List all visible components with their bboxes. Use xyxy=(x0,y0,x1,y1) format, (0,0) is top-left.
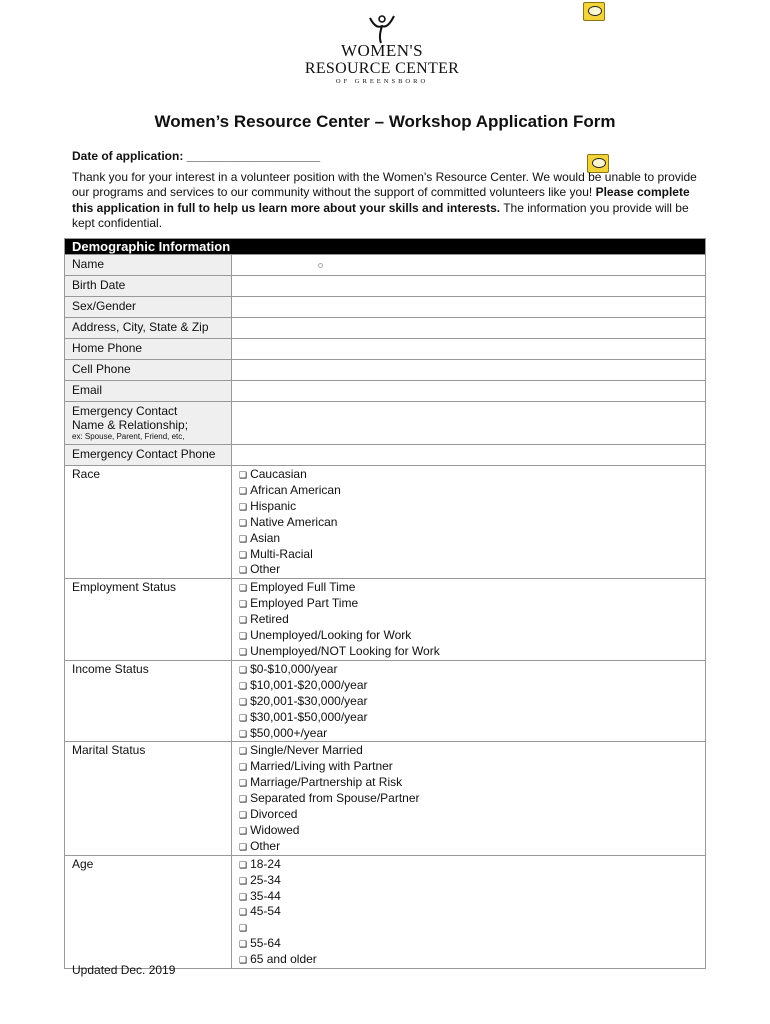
checkbox-label: Asian xyxy=(250,530,281,545)
checkbox-label: Unemployed/Looking for Work xyxy=(250,628,412,643)
checkbox-option[interactable] xyxy=(239,678,705,694)
checkbox-icon[interactable]: ❑ xyxy=(239,533,248,544)
checkbox-icon[interactable]: ❑ xyxy=(239,712,248,723)
logo-text-womens: WOMEN'S xyxy=(340,41,424,60)
age-options xyxy=(232,855,706,968)
field-label-sex-gender: Sex/Gender xyxy=(65,297,232,318)
emergency-contact-input[interactable] xyxy=(232,402,706,445)
checkbox-icon[interactable]: ❑ xyxy=(239,891,248,902)
form-row xyxy=(65,579,706,661)
checkbox-label: Other xyxy=(250,562,281,577)
checkbox-icon[interactable]: ❑ xyxy=(239,485,248,496)
checkbox-label: Unemployed/NOT Looking for Work xyxy=(250,643,440,658)
emergency-phone-input[interactable] xyxy=(232,445,706,466)
cell-phone-input[interactable] xyxy=(232,360,706,381)
form-row xyxy=(65,276,706,297)
form-row xyxy=(65,466,706,579)
demographic-form-table xyxy=(64,238,706,969)
form-row xyxy=(65,318,706,339)
field-label-address: Address, City, State & Zip xyxy=(65,318,232,339)
form-row xyxy=(65,360,706,381)
checkbox-option[interactable] xyxy=(239,839,705,855)
checkbox-icon[interactable]: ❑ xyxy=(239,696,248,707)
checkbox-label: Married/Living with Partner xyxy=(250,759,393,774)
checkbox-option[interactable] xyxy=(239,791,705,807)
name-input[interactable] xyxy=(232,255,706,276)
checkbox-label: Caucasian xyxy=(250,467,307,481)
form-row xyxy=(65,297,706,318)
field-label-email: Email xyxy=(65,381,232,402)
emergency-relationship-label: Name & Relationship; xyxy=(72,418,189,432)
checkbox-option[interactable] xyxy=(239,612,705,628)
checkbox-option[interactable] xyxy=(239,759,705,775)
checkbox-option[interactable] xyxy=(239,580,705,596)
checkbox-icon[interactable]: ❑ xyxy=(239,631,248,642)
logo-text-greensboro: OF GREENSBORO xyxy=(335,78,429,85)
checkbox-option[interactable] xyxy=(239,775,705,791)
checkbox-label: Single/Never Married xyxy=(250,743,363,758)
checkbox-label: $30,001-$50,000/year xyxy=(250,709,368,724)
checkbox-label: Retired xyxy=(250,612,289,627)
checkbox-option[interactable] xyxy=(239,807,705,823)
checkbox-option[interactable] xyxy=(239,904,705,920)
checkbox-icon[interactable]: ❑ xyxy=(239,728,248,739)
checkbox-icon[interactable]: ❑ xyxy=(239,583,248,594)
emergency-example-hint: ex: Spouse, Parent, Friend, etc, xyxy=(72,432,185,441)
intro-paragraph xyxy=(72,170,697,231)
sex-gender-input[interactable] xyxy=(232,297,706,318)
form-row xyxy=(65,660,706,742)
race-options xyxy=(232,466,706,579)
checkbox-option[interactable] xyxy=(239,920,705,936)
income-options xyxy=(232,660,706,742)
checkbox-icon[interactable]: ❑ xyxy=(239,470,248,480)
checkbox-label: Employed Part Time xyxy=(250,596,359,611)
form-row xyxy=(65,339,706,360)
checkbox-label: 35-44 xyxy=(250,888,281,903)
figure-logo-icon xyxy=(362,14,402,44)
checkbox-label: Employed Full Time xyxy=(250,580,356,595)
checkbox-label: 18-24 xyxy=(250,856,281,871)
checkbox-icon[interactable]: ❑ xyxy=(239,875,248,886)
checkbox-option[interactable] xyxy=(239,710,705,726)
checkbox-option[interactable] xyxy=(239,628,705,644)
field-label-age: Age xyxy=(65,855,232,968)
checkbox-label: $10,001-$20,000/year xyxy=(250,677,368,692)
field-label-employment: Employment Status xyxy=(65,579,232,661)
checkbox-option[interactable] xyxy=(239,823,705,839)
checkbox-option[interactable] xyxy=(239,726,705,742)
intro-bold-text: Please complete this application in full to help us learn more about your skills and interests. xyxy=(72,185,690,215)
checkbox-label: 25-34 xyxy=(250,872,281,887)
checkbox-icon[interactable]: ❑ xyxy=(239,615,248,626)
checkbox-icon[interactable]: ❑ xyxy=(239,859,248,870)
logo-text-resource-center: RESOURCE CENTER xyxy=(304,60,460,77)
checkbox-icon[interactable]: ❑ xyxy=(239,907,248,918)
checkbox-label: Separated from Spouse/Partner xyxy=(250,791,420,806)
checkbox-icon[interactable]: ❑ xyxy=(239,923,248,934)
field-label-home-phone: Home Phone xyxy=(65,339,232,360)
checkbox-option[interactable] xyxy=(239,952,705,968)
checkbox-icon[interactable]: ❑ xyxy=(239,810,248,821)
field-label-cell-phone: Cell Phone xyxy=(65,360,232,381)
checkbox-icon[interactable]: ❑ xyxy=(239,549,248,560)
marital-options xyxy=(232,742,706,855)
home-phone-input[interactable] xyxy=(232,339,706,360)
checkbox-label: Native American xyxy=(250,514,338,529)
form-row xyxy=(65,402,706,445)
checkbox-option[interactable] xyxy=(239,483,705,499)
checkbox-label: 45-54 xyxy=(250,904,281,919)
checkbox-icon[interactable]: ❑ xyxy=(239,939,248,950)
checkbox-icon[interactable]: ❑ xyxy=(239,664,248,675)
checkbox-option[interactable] xyxy=(239,467,705,483)
updated-footer: Updated Dec. 2019 xyxy=(72,963,176,977)
address-input[interactable] xyxy=(232,318,706,339)
checkbox-icon[interactable]: ❑ xyxy=(239,794,248,805)
checkbox-label: $0-$10,000/year xyxy=(250,661,338,676)
checkbox-label: Hispanic xyxy=(250,498,297,513)
emergency-contact-label: Emergency Contact xyxy=(72,404,178,418)
checkbox-label: Widowed xyxy=(250,822,300,837)
checkbox-icon[interactable]: ❑ xyxy=(239,841,248,852)
checkbox-icon[interactable]: ❑ xyxy=(239,517,248,528)
checkbox-icon[interactable]: ❑ xyxy=(239,955,248,966)
field-label-emergency-contact xyxy=(65,402,232,445)
checkbox-label: Marriage/Partnership at Risk xyxy=(250,775,403,790)
field-label-marital: Marital Status xyxy=(65,742,232,855)
intro-text-end: The information you provide will be kept confidential. xyxy=(72,200,689,230)
organization-logo xyxy=(300,14,464,96)
checkbox-option[interactable] xyxy=(239,873,705,889)
checkbox-option[interactable] xyxy=(239,743,705,759)
checkbox-label: $20,001-$30,000/year xyxy=(250,693,368,708)
checkbox-icon[interactable]: ❑ xyxy=(239,825,248,836)
section-header: Demographic Information xyxy=(65,239,706,255)
page-title: Women’s Resource Center – Workshop Application Form xyxy=(154,112,616,131)
form-row xyxy=(65,381,706,402)
checkbox-option[interactable] xyxy=(239,499,705,515)
checkbox-icon[interactable]: ❑ xyxy=(239,762,248,773)
checkbox-icon[interactable]: ❑ xyxy=(239,778,248,789)
field-label-income: Income Status xyxy=(65,660,232,742)
checkbox-option[interactable] xyxy=(239,889,705,905)
checkbox-option[interactable] xyxy=(239,936,705,952)
checkbox-option[interactable] xyxy=(239,596,705,612)
intro-text: Thank you for your interest in a volunteer position with the Women's Resource Center. We would be unable to provide our programs and services to our community without the support of committed volunteers like you! xyxy=(72,170,697,200)
checkbox-label: Other xyxy=(250,838,281,853)
field-label-name: Name xyxy=(65,255,232,276)
birth-date-input[interactable] xyxy=(232,276,706,297)
checkbox-icon[interactable]: ❑ xyxy=(239,746,248,757)
section-header-row xyxy=(65,239,706,255)
checkbox-icon[interactable]: ❑ xyxy=(239,646,248,657)
form-row xyxy=(65,855,706,968)
field-label-race: Race xyxy=(65,466,232,579)
checkbox-label: 65 and older xyxy=(250,952,317,967)
date-of-application[interactable]: Date of application: ____________________ xyxy=(72,149,321,163)
email-input[interactable] xyxy=(232,381,706,402)
checkbox-label: Multi-Racial xyxy=(250,546,313,561)
field-label-birth-date: Birth Date xyxy=(65,276,232,297)
form-row xyxy=(65,445,706,466)
checkbox-option[interactable] xyxy=(239,562,705,578)
checkbox-option[interactable] xyxy=(239,662,705,678)
checkbox-label: 55-64 xyxy=(250,936,281,951)
checkbox-icon[interactable]: ❑ xyxy=(239,501,248,512)
checkbox-label: $50,000+/year xyxy=(250,725,328,740)
checkbox-label: Divorced xyxy=(250,807,298,822)
checkbox-icon[interactable]: ❑ xyxy=(239,680,248,691)
checkbox-label: African American xyxy=(250,482,341,497)
checkbox-option[interactable] xyxy=(239,547,705,563)
checkbox-icon[interactable]: ❑ xyxy=(239,565,248,576)
checkbox-option[interactable] xyxy=(239,694,705,710)
form-row xyxy=(65,742,706,855)
employment-options xyxy=(232,579,706,661)
checkbox-option[interactable] xyxy=(239,857,705,873)
comment-annotation-icon[interactable] xyxy=(583,2,605,21)
checkbox-option[interactable] xyxy=(239,531,705,547)
checkbox-option[interactable] xyxy=(239,644,705,660)
field-label-emergency-phone: Emergency Contact Phone xyxy=(65,445,232,466)
checkbox-icon[interactable]: ❑ xyxy=(239,599,248,610)
form-row xyxy=(65,255,706,276)
checkbox-option[interactable] xyxy=(239,515,705,531)
